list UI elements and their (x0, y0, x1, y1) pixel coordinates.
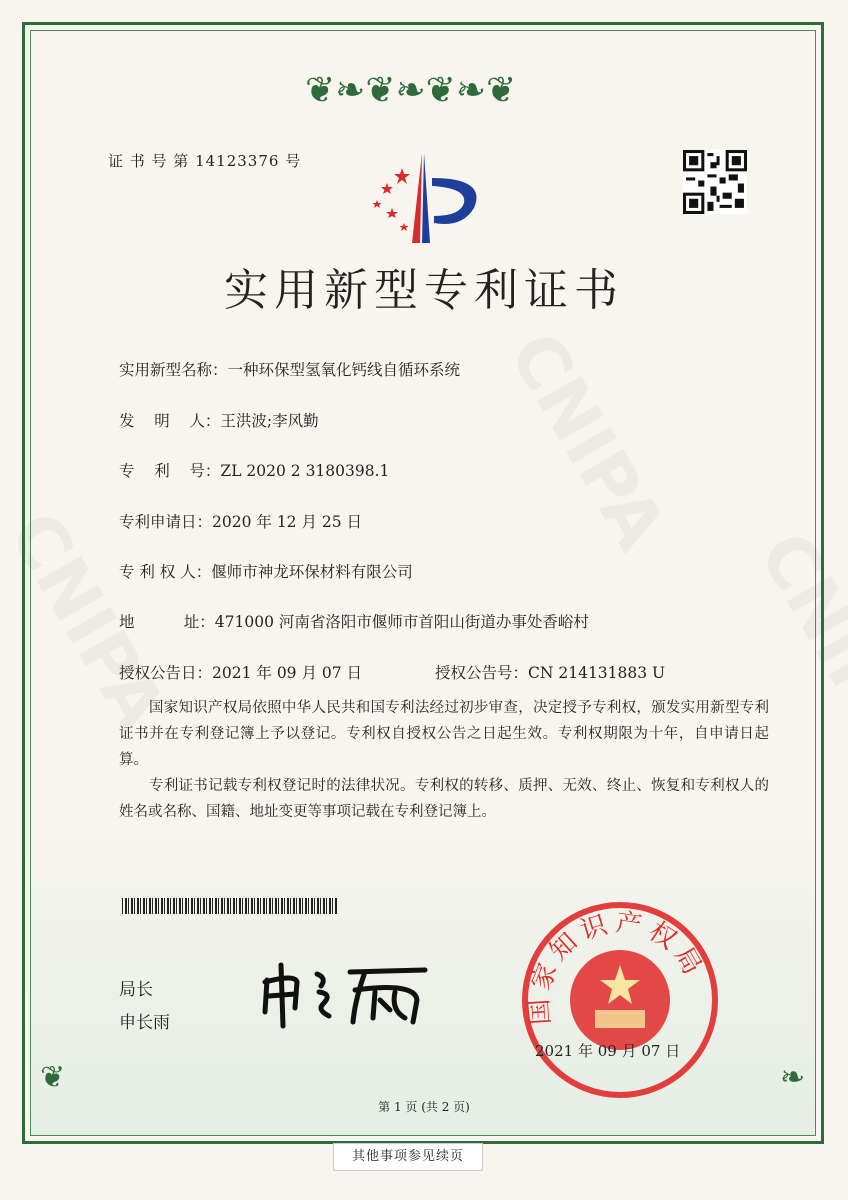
page-number: 第 1 页 (共 2 页) (378, 1100, 470, 1114)
certificate-number: 证 书 号 第 14123376 号 (108, 152, 302, 170)
barcode (122, 898, 338, 914)
field-value: 471000 河南省洛阳市偃师市首阳山街道办事处香峪村 (214, 613, 589, 631)
field-value: 一种环保型氢氧化钙线自循环系统 (227, 361, 461, 379)
field-label: 授权公告号： (435, 664, 529, 682)
field-patentee (119, 560, 413, 582)
qr-code (683, 150, 747, 214)
field-address (119, 610, 589, 632)
field-label: 授权公告日： (119, 664, 213, 682)
seal-text: 国家知识产权局 (524, 907, 711, 1026)
field-value: CN 214131883 U (528, 664, 666, 682)
field-label: 专 利 号： (119, 462, 221, 480)
field-label: 专 利 权 人： (119, 563, 212, 581)
field-grant-date (119, 661, 362, 683)
field-announcement-number (435, 661, 665, 683)
field-value: ZL 2020 2 3180398.1 (220, 462, 390, 480)
certificate-title: 实用新型专利证书 (224, 265, 624, 316)
official-seal (520, 900, 720, 1100)
field-label: 发 明 人： (119, 412, 221, 430)
field-value: 偃师市神龙环保材料有限公司 (211, 563, 413, 581)
seal-date: 2021 年 09 月 07 日 (535, 1042, 681, 1060)
continue-note: 其他事项参见续页 (333, 1143, 483, 1171)
top-ornament: ❦❧❦❧❦❧❦ (305, 70, 517, 111)
cnipa-logo (362, 148, 492, 248)
field-utility-model-name (119, 358, 460, 380)
signatory-name: 申长雨 (119, 1013, 170, 1033)
field-label: 地 址： (119, 613, 215, 631)
field-value: 2020 年 12 月 25 日 (212, 513, 363, 531)
signatory-title: 局长 (119, 980, 153, 1000)
field-label: 实用新型名称： (119, 361, 228, 379)
field-value: 2021 年 09 月 07 日 (212, 664, 363, 682)
field-patent-number (119, 459, 389, 481)
corner-ornament: ❦ (40, 1060, 66, 1095)
field-label: 专利申请日： (119, 513, 213, 531)
field-value: 王洪波;李风勤 (220, 412, 319, 430)
legal-status-paragraph: 专利证书记载专利权登记时的法律状况。专利权的转移、质押、无效、终止、恢复和专利权人的姓名或名称、国籍、地址变更等事项记载在专利登记簿上。 (119, 778, 769, 820)
grant-paragraph: 国家知识产权局依照中华人民共和国专利法经过初步审查，决定授予专利权，颁发实用新型专利证书并在专利登记簿上予以登记。专利权自授权公告之日起生效。专利权期限为十年，自申请日起算。 (119, 700, 769, 768)
field-inventor (119, 409, 319, 431)
signature (255, 960, 445, 1030)
corner-ornament: ❧ (780, 1060, 806, 1095)
field-application-date (119, 510, 362, 532)
